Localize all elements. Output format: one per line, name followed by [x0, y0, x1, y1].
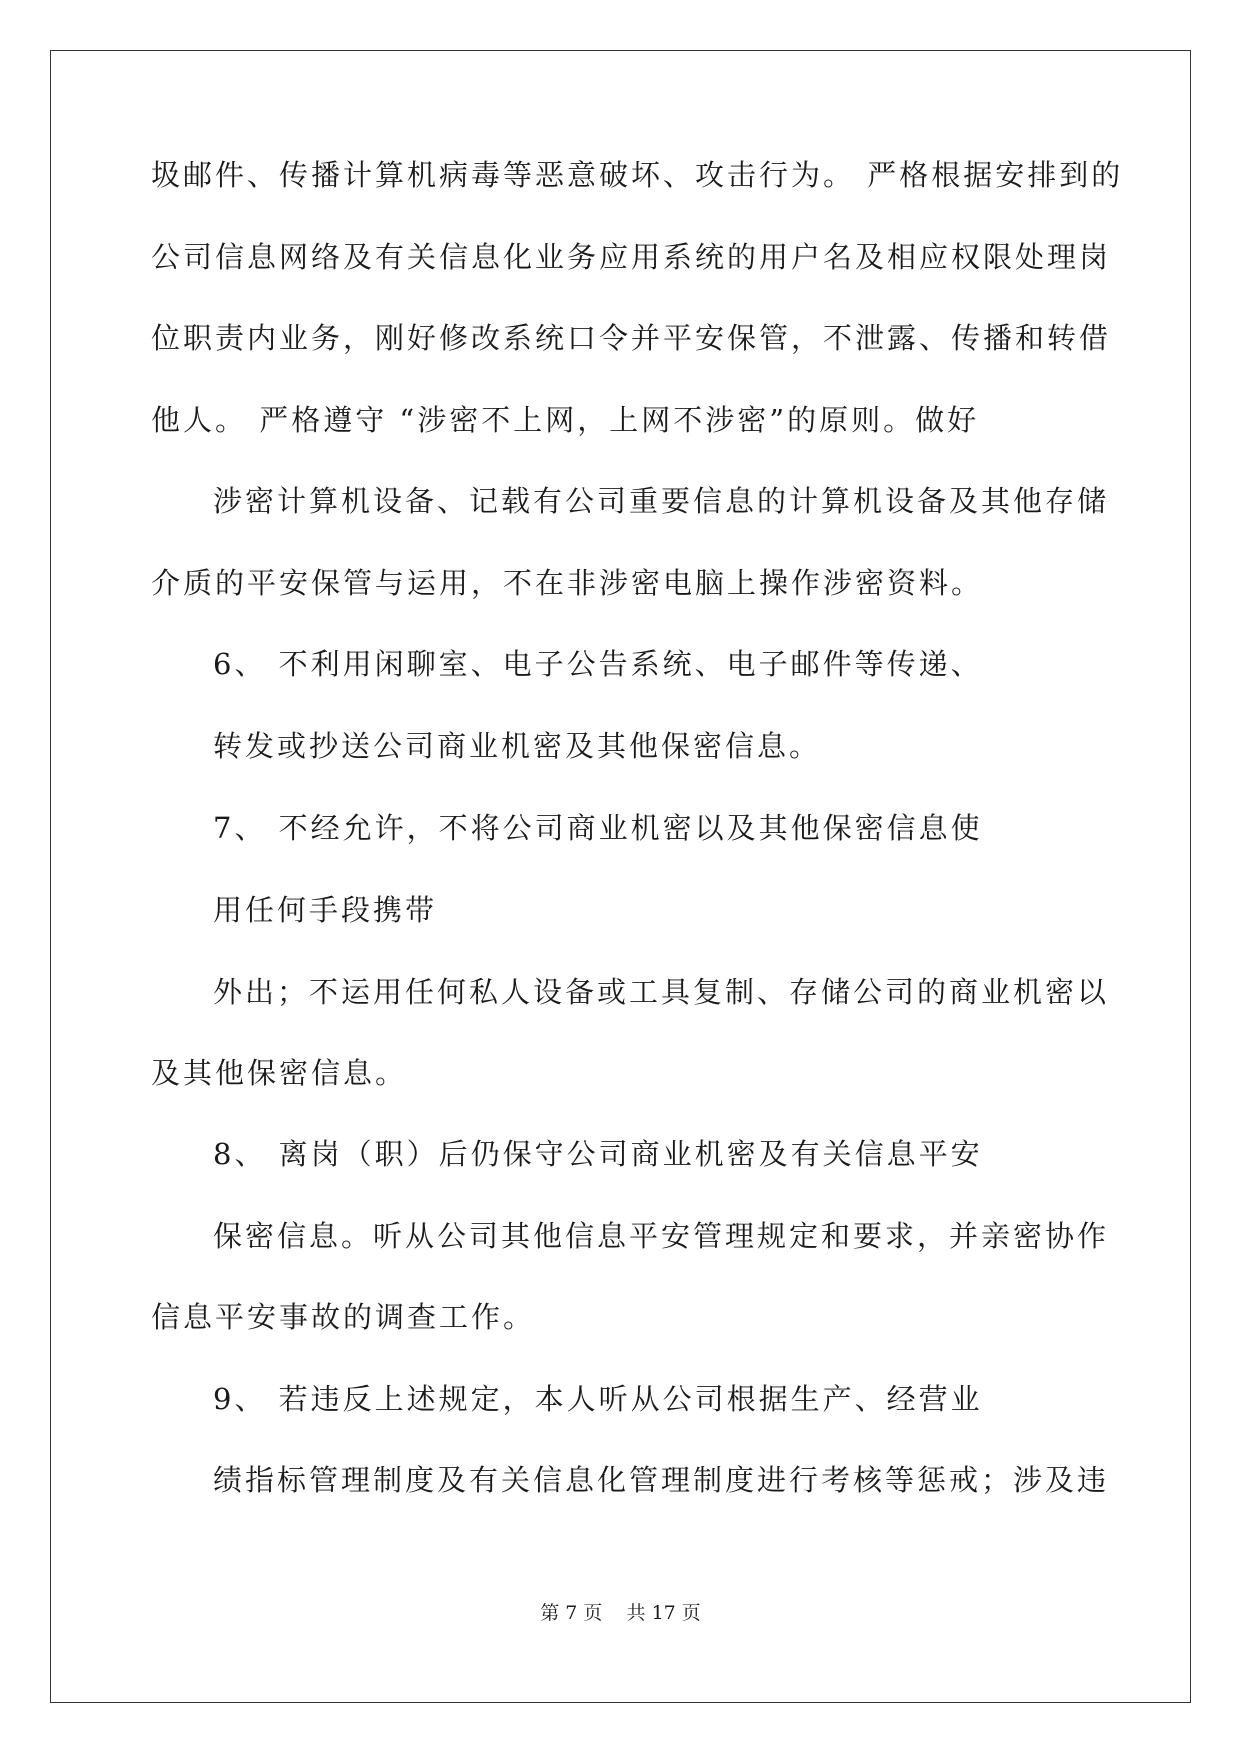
- page-border: [50, 50, 1191, 1703]
- body-line-3: 位职责内业务，刚好修改系统口令并平安保管，不泄露、传播和转借: [151, 321, 1112, 355]
- body-line-17: 绩指标管理制度及有关信息化管理制度进行考核等惩戒；涉及违: [213, 1463, 1110, 1497]
- body-line-16: 9、 若违反上述规定，本人听从公司根据生产、经营业: [213, 1382, 983, 1416]
- body-line-13: 8、 离岗（职）后仍保守公司商业机密及有关信息平安: [213, 1137, 983, 1171]
- body-line-5: 涉密计算机设备、记载有公司重要信息的计算机设备及其他存储: [213, 484, 1110, 518]
- body-line-14: 保密信息。听从公司其他信息平安管理规定和要求，并亲密协作: [213, 1219, 1110, 1253]
- body-line-1: 圾邮件、传播计算机病毒等恶意破坏、攻击行为。 严格根据安排到的: [151, 158, 1124, 192]
- body-line-6: 介质的平安保管与运用，不在非涉密电脑上操作涉密资料。: [151, 566, 984, 600]
- body-line-10: 用任何手段携带: [213, 893, 438, 927]
- body-line-15: 信息平安事故的调查工作。: [151, 1300, 536, 1334]
- body-line-9: 7、 不经允许，不将公司商业机密以及其他保密信息使: [213, 811, 983, 845]
- page-number-footer: 第 7 页 共 17 页: [540, 1602, 701, 1624]
- body-line-11: 外出；不运用任何私人设备或工具复制、存储公司的商业机密以: [213, 975, 1110, 1009]
- body-line-8: 转发或抄送公司商业机密及其他保密信息。: [213, 729, 822, 763]
- body-line-2: 公司信息网络及有关信息化业务应用系统的用户名及相应权限处理岗: [151, 240, 1112, 274]
- body-line-7: 6、 不利用闲聊室、电子公告系统、电子邮件等传递、: [213, 647, 983, 681]
- body-line-4: 他人。 严格遵守 “涉密不上网，上网不涉密”的原则。做好: [151, 403, 980, 437]
- body-line-12: 及其他保密信息。: [151, 1056, 408, 1090]
